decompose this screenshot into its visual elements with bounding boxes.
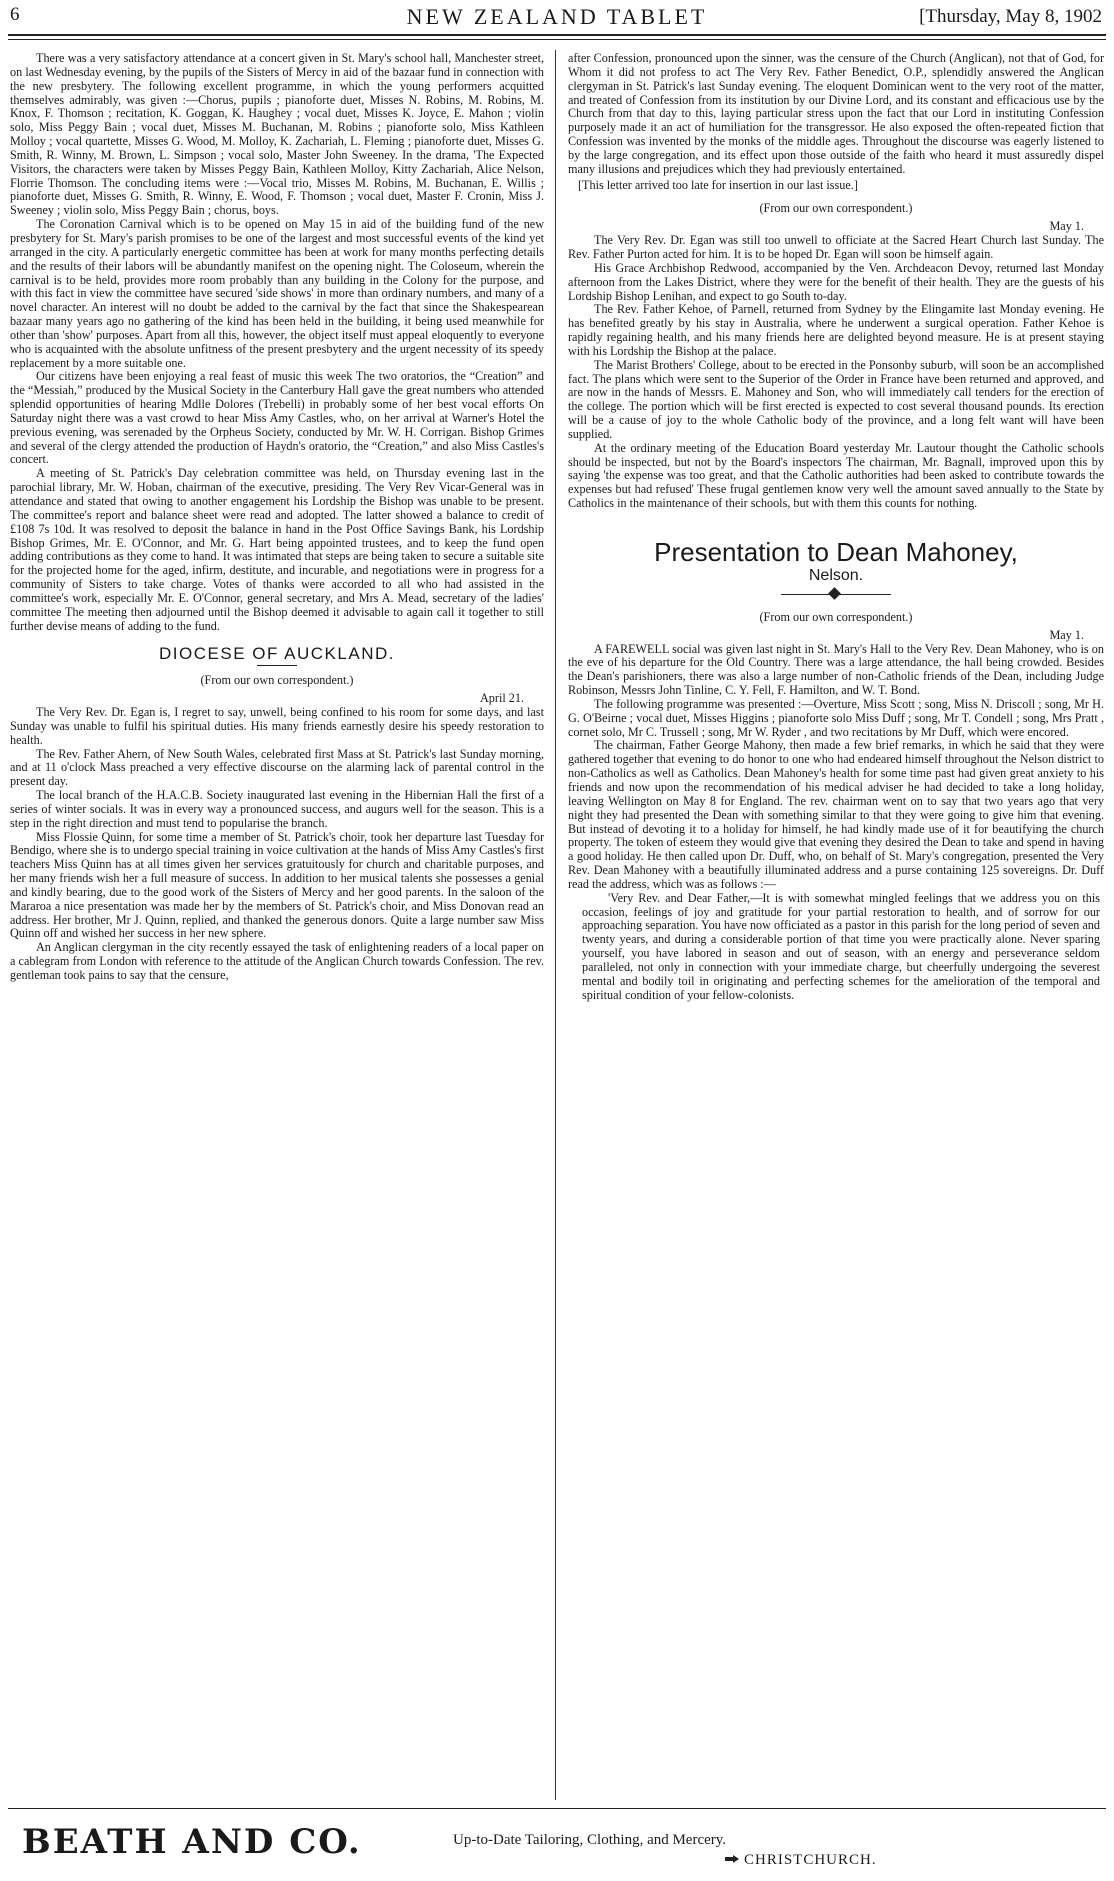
article-paragraph: His Grace Archbishop Redwood, accompanied by the Ven. Archdeacon Devoy, returned last Monday afternoon from the Lakes District, where they were for the benefit of their health. They are the guests of his Lordship Bishop Lenihan, and expect to go South to-day. — [568, 260, 1104, 303]
page-number: 6 — [10, 4, 20, 25]
section-heading: DIOCESE OF AUCKLAND. — [159, 644, 395, 664]
article-paragraph: Our citizens have been enjoying a real feast of music this week The two oratorios, the “Creation” and the “Messiah,” produced by the Musical Society in the Canterbury Hall gave the great numbers who attended splendid opportunities of hearing Mdlle Dolores (Trebelli) in probably some of her best vocal efforts On Saturday night there was a vast crowd to hear Miss Amy Castles, who, on her arrival at Warner's Hotel the previous evening, was serenaded by the Orpheus Society, conducted by Mr. W. H. Corrigan. Bishop Grimes and several of the clergy attended the production of Haydn's oratorio, the “Creation,” and also Miss Castles's concert. — [10, 369, 544, 467]
article-paragraph: An Anglican clergyman in the city recently essayed the task of enlightening readers of a local paper on a cablegram from London with reference to the attitude of the Anglican Church towards Confession. The rev. gentleman took pains to say that the censure, — [10, 940, 544, 982]
article-paragraph: The Rev. Father Ahern, of New South Wales, celebrated first Mass at St. Patrick's last Sunday morning, and at 11 o'clock Mass preached a very effective discourse on the alarming lack of parental control in the present day. — [10, 746, 544, 789]
footer-rule — [8, 1808, 1106, 1809]
advertiser-location — [724, 1852, 877, 1869]
article-paragraph: after Confession, pronounced upon the sinner, was the censure of the Church (Anglican), not that of God, for Whom it did not profess to act The Very Rev. Father Benedict, O.P., splendidly answered the Anglican clergyman in St. Patrick's last Sunday evening. The eloquent Dominican went to the very root of the matter, and treated of Confession from its institution by our Divine Lord, and its constant and efficacious use by the Church from that day to this, laying particular stress upon the fact that our Lord in instituting Confession purposely made it an act of humiliation for the transgressor. He also exposed the often-repeated fiction that Confession was invented by the monks of the middle ages. Throughout the discourse was eagerly listened to by the large congregation, and its effect upon those outside of the faith who heard it must assuredly dispel many illusions and prejudices which they had previously entertained. — [568, 52, 1104, 176]
article-paragraph: A FAREWELL social was given last night in St. Mary's Hall to the Very Rev. Dean Mahoney, who is on the eve of his departure for the Old Country. There was a large attendance, the hall being crowded. Besides the Dean's parishioners, there was also a large number of non-Catholic friends of the Dean, including Judge Robinson, Messrs John Tinline, C. Y. Fell, F. Hamilton, and W. T. Bond. — [568, 641, 1104, 698]
article-paragraph: At the ordinary meeting of the Education Board yesterday Mr. Lautour thought the Catholic schools should be inspected, but not by the Board's inspectors The chairman, Mr. Bagnall, improved upon this by saying 'the expense was too great, and that the Catholic authorities had been asked to contribute towards the expenses but had refused' These frugal gentlemen know very well the amount saved annually to the State by Catholics in the maintenance of their schools, but with them this counts for nothing. — [568, 440, 1104, 511]
diamond-ornament-icon — [828, 587, 841, 600]
article-paragraph: The local branch of the H.A.C.B. Society inaugurated last evening in the Hibernian Hall the first of a series of winter socials. It was in every way a pronounced success, and augurs well for the season. This is a step in the right direction and must tend to popularise the branch. — [10, 788, 544, 830]
address-quote: 'Very Rev. and Dear Father,—It is with somewhat mingled feelings that we address you on this occasion, feelings of joy and gratitude for your partial restoration to health, and of sorrow for our approaching separation. You have now officiated as a pastor in this parish for the long period of seven and twenty years, and during a considerable portion of that time you were practically alone. Never sparing yourself, you have labored in season and out of season, with an energy and perseverance seldom paralleled, not only in connection with your immediate charge, but cheerfully undergoing the severest mental and bodily toil in originating and perfecting schemes for the amelioration of the temporal and spiritual condition of your fellow-colonists. — [582, 890, 1100, 1002]
dateline: May 1. — [1049, 219, 1084, 234]
left-column — [10, 52, 544, 1797]
issue-date: [Thursday, May 8, 1902 — [919, 6, 1102, 27]
article-paragraph: The Rev. Father Kehoe, of Parnell, returned from Sydney by the Elingamite last Monday evening. He has benefited greatly by his stay in Australia, where he underwent a surgical operation. Father Kehoe is rapidly regaining health, and his many friends here are delighted beyond measure. He is at present staying with his Lordship the Bishop at the palace. — [568, 302, 1104, 358]
right-column — [568, 52, 1104, 1797]
advertiser-tagline: Up-to-Date Tailoring, Clothing, and Mercery. — [453, 1832, 727, 1848]
advertiser-brand: BEATH AND CO. — [22, 1822, 362, 1862]
correspondent-line: (From our own correspondent.) — [759, 609, 913, 624]
masthead-rule — [8, 34, 1106, 36]
article-headline: Presentation to Dean Mahoney, — [654, 537, 1018, 567]
dateline: April 21. — [479, 691, 524, 706]
article-paragraph: Miss Flossie Quinn, for some time a member of St. Patrick's choir, took her departure last Tuesday for Bendigo, where she is to undergo special training in voice cultivation at the hands of Miss Amy Castles's first teachers Miss Quinn has at all times given her services gratuitously for church and charitable purposes, and her many friends wish her a full measure of success. In addition to her musical talents she possesses a genial and kindly bearing, due to the good work of the Sisters of Mercy and her good parents. In the saloon of the Mararoa a nice presentation was made her by the members of St. Patrick's choir, and Miss Donovan read an address. Her brother, Mr J. Quinn, replied, and thanked the generous donors. Quite a large number saw Miss Quinn off and wished her success in her new sphere. — [10, 829, 544, 941]
article-paragraph: The Coronation Carnival which is to be opened on May 15 in aid of the building fund of the new presbytery for St. Mary's parish promises to be one of the largest and most successful events of the kind yet arranged in the city. A particularly energetic committee has been at work for many months perfecting details and the results of their labors will be abundantly manifest on the opening night. The Coloseum, wherein the carnival is to be held, provides more room probably than any building in the Colony for the purpose, and with this fact in view the committee have secured 'side shows' in more than ordinary numbers, and many of a novel character. An interest will no doubt be added to the carnival by the fact that since the Shakespearean bazaar many years ago no gathering of the kind has been held in the building, it being used meanwhile for other than 'show' purposes. Apart from all this, however, the object itself must appeal eloquently to everyone who is acquainted with the absolute unfitness of the present presbytery and the urgent necessity of its speedy replacement by a more suitable one. — [10, 217, 544, 370]
article-paragraph: There was a very satisfactory attendance at a concert given in St. Mary's school hall, Manchester street, on last Wednesday evening, by the pupils of the Sisters of Mercy in aid of the bazaar fund in connection with the new presbytery. The following excellent programme, in which the young performers acquitted themselves admirably, was given :—Chorus, pupils ; pianoforte duet, Misses N. Robins, M. Robins, M. Knox, F. Thomson ; recitation, K. Goggan, K. Haughey ; vocal duet, Misses K. Joyce, E. Mahon ; violin solo, Miss Peggy Bain ; vocal duet, Misses M. Buchanan, M. Robins ; pianoforte solo, Miss Kathleen Molloy ; vocal quartette, Misses G. Wood, M. Molloy, K. Zachariah, L. Fleming ; pianoforte duet, Misses G. Smith, R. Winny, M. Brown, L. Simpson ; vocal solo, Master John Sweeney. In the drama, 'The Expected Visitors, the characters were taken by Misses Peggy Bain, Kathleen Molloy, Kitty Zachariah, Alice Nelson, Florrie Thomson. The concluding items were :—Vocal trio, Misses M. Robins, M. Buchanan, E. Willis ; pianoforte duet, Misses G. Smith, R. Winny, E. Wood, F. Thomson ; vocal duet, Master F. Cronin, Miss J. Sweeney ; violin solo, Miss Peggy Bain ; chorus, boys. — [10, 52, 544, 218]
editor-note: [This letter arrived too late for insertion in our last issue.] — [578, 177, 858, 192]
article-paragraph: The following programme was presented :—Overture, Miss Scott ; song, Miss N. Driscoll ; song, Mr H. G. O'Beirne ; vocal duet, Misses Higgins ; pianoforte solo Miss Duff ; song, Mr T. Condell ; song, Mrs Pratt , cornet solo, Mr C. Trussell ; song, Mr W. Ryder , and two recitations by Mr Duff, which were encored. — [568, 696, 1104, 739]
masthead — [8, 4, 1106, 44]
advertiser-city: CHRISTCHURCH. — [744, 1852, 877, 1868]
correspondent-line: (From our own correspondent.) — [200, 673, 354, 688]
article-paragraph: The Marist Brothers' College, about to be erected in the Ponsonby suburb, will soon be an accomplished fact. The plans which were sent to the Superior of the Order in France have been returned and approved, and are now in the hands of Messrs. E. Mahoney and Son, who will immediately call tenders for the erection of the college. The portion which will be first erected is expected to cost several thousand pounds. Its erection will be a cause of joy to the whole Catholic body of the province, and a long felt want will have been supplied. — [568, 357, 1104, 441]
article-paragraph: The chairman, Father George Mahony, then made a few brief remarks, in which he said that they were gathered together that evening to do honor to one who had endeared himself throughout the Nelson district to non-Catholics as well as Catholics. Dean Mahoney's health for some time past had given great anxiety to his friends and now upon the recommendation of his medical adviser he had decided to take a long holiday, leaving Wellington on May 8 for England. The rev. chairman went on to say that two years ago that very night they had presented the Dean with something similar to that they were going to give him that evening. But instead of devoting it to a holiday for himself, he had kindly made use of it for beautifying the church property. The token of esteem they would give that evening they desired the Dean to take and spend in having a good holiday. He then called upon Dr. Duff, who, on behalf of St. Mary's congregation, presented the Very Rev. Dean Mahoney with a beautifully illuminated address and a purse containing 125 sovereigns. Dr. Duff read the address, which was as follows :— — [568, 738, 1104, 891]
advertisement-footer — [8, 1808, 1106, 1878]
masthead-rule-thin — [8, 39, 1106, 40]
article-paragraph: A meeting of St. Patrick's Day celebration committee was held, on Thursday evening last in the parochial library, Mr. W. Hoban, chairman of the executive, presiding. The Very Rev Vicar-General was in attendance and stated that owing to another engagement his Lordship the Bishop was unable to be present. The committee's report and balance sheet were read and adopted. The latter showed a balance to credit of £108 7s 10d. It was resolved to deposit the balance in hand in the Post Office Savings Bank, his Lordship Bishop Grimes, Mr. E. O'Connor, and Mr. G. Hart being appointed trustees, and to keep the fund open adding contributions as they come to hand. It was intimated that steps are being taken to secure a suitable site for the projected home for the aged, infirm, destitute, and incurable, and negotiations were in progress for a community of Sisters to take charge. Votes of thanks were accorded to all who had assisted in the committee's work, especially Mr. E. O'Connor, general secretary, and Mrs A. Mead, secretary of the ladies' committee The meeting then adjourned until the Bishop deemed it advisable to again call it together to still further devise means of adding to the fund. — [10, 466, 544, 633]
article-paragraph: The Very Rev. Dr. Egan was still too unwell to officiate at the Sacred Heart Church last Sunday. The Rev. Father Purton acted for him. It is to be hoped Dr. Egan will soon be himself again. — [568, 233, 1104, 261]
newspaper-title: NEW ZEALAND TABLET — [406, 4, 708, 29]
article-paragraph: The Very Rev. Dr. Egan is, I regret to say, unwell, being confined to his room for some days, and last Sunday was unable to fulfil his spiritual duties. His many friends earnestly desire his speedy restoration to health. — [10, 704, 544, 747]
article-subheadline: Nelson. — [808, 567, 864, 584]
dateline: May 1. — [1049, 627, 1084, 642]
pointing-hand-icon — [724, 1854, 740, 1864]
heading-rule — [257, 665, 297, 666]
correspondent-line: (From our own correspondent.) — [759, 201, 913, 216]
column-divider — [555, 50, 556, 1800]
diamond-rule — [781, 589, 891, 601]
